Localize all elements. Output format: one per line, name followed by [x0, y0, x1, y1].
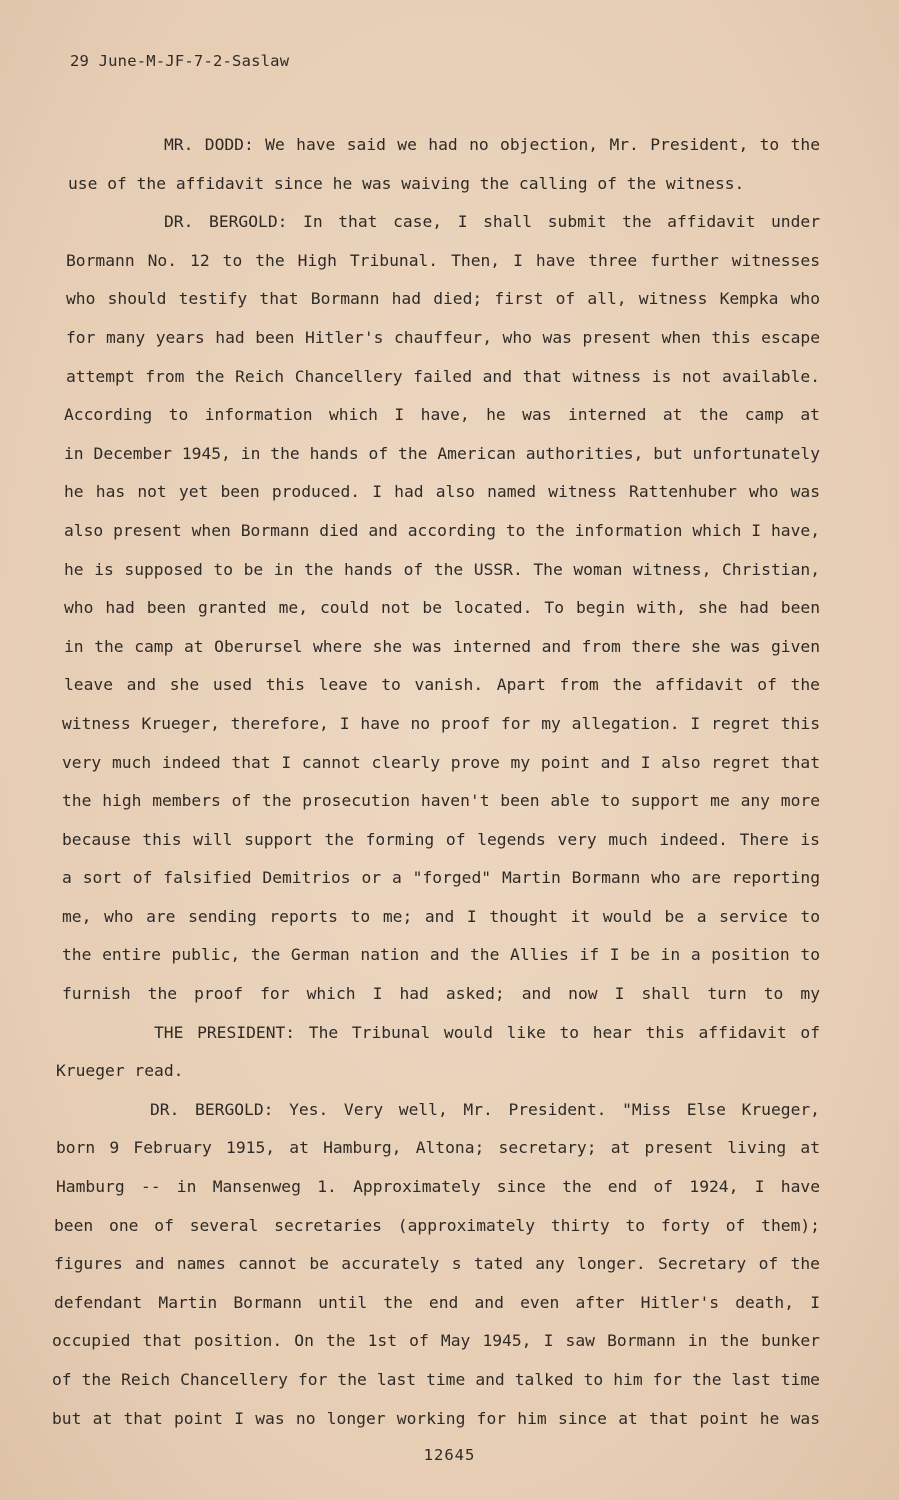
transcript-line: the entire public, the German nation and the Allies if I be in a position to — [62, 945, 820, 965]
transcript-line: who had been granted me, could not be located. To begin with, she had been — [64, 598, 820, 618]
transcript-line: Krueger read. — [56, 1061, 184, 1081]
transcript-line: also present when Bormann died and according to the information which I have, — [64, 520, 820, 540]
transcript-line: DR. BERGOLD: In that case, I shall submit the affidavit under — [164, 212, 820, 232]
transcript-line: of the Reich Chancellery for the last time and talked to him for the last time — [52, 1370, 820, 1389]
transcript-line: been one of several secretaries (approximately thirty to forty of them); — [54, 1215, 820, 1235]
transcript-line: Hamburg -- in Mansenweg 1. Approximately since the end of 1924, I have — [56, 1177, 820, 1197]
transcript-line: who should testify that Bormann had died; first of all, witness Kempka who — [66, 289, 820, 309]
transcript-line: born 9 February 1915, at Hamburg, Altona; secretary; at present living at — [56, 1138, 820, 1158]
transcript-line: occupied that position. On the 1st of May 1945, I saw Bormann in the bunker — [52, 1331, 820, 1351]
transcript-line: me, who are sending reports to me; and I thought it would be a service to — [62, 906, 820, 926]
transcript-line: THE PRESIDENT: The Tribunal would like to hear this affidavit of — [154, 1022, 820, 1042]
transcript-line: very much indeed that I cannot clearly prove my point and I also regret that — [62, 752, 820, 772]
transcript-line: attempt from the Reich Chancellery failed and that witness is not available. — [66, 366, 820, 386]
transcript-line: figures and names cannot be accurately s tated any longer. Secretary of the — [54, 1254, 820, 1274]
page-number: 12645 — [423, 1446, 476, 1464]
transcript-line: he has not yet been produced. I had also named witness Rattenhuber who was — [64, 482, 820, 502]
transcript-line: furnish the proof for which I had asked; and now I shall turn to my — [62, 984, 820, 1004]
transcript-body — [52, 126, 820, 1438]
transcript-line: According to information which I have, he was interned at the camp at — [64, 405, 820, 425]
transcript-line: in December 1945, in the hands of the American authorities, but unfortunately — [64, 443, 820, 463]
transcript-line: in the camp at Oberursel where she was interned and from there she was given — [64, 636, 820, 656]
transcript-line: use of the affidavit since he was waiving the calling of the witness. — [68, 173, 745, 193]
transcript-line: leave and she used this leave to vanish. Apart from the affidavit of the — [64, 675, 820, 695]
transcript-line: because this will support the forming of legends very much indeed. There is — [62, 829, 820, 849]
transcript-line: for many years had been Hitler's chauffeur, who was present when this escape — [66, 327, 820, 347]
transcript-line: DR. BERGOLD: Yes. Very well, Mr. President. "Miss Else Krueger, — [150, 1099, 820, 1119]
transcript-line: a sort of falsified Demitrios or a "forged" Martin Bormann who are reporting — [62, 868, 820, 888]
transcript-line: Bormann No. 12 to the High Tribunal. Then, I have three further witnesses — [66, 250, 820, 270]
page-header: 29 June-M-JF-7-2-Saslaw — [70, 52, 290, 70]
transcript-line: MR. DODD: We have said we had no objection, Mr. President, to the — [164, 135, 820, 154]
transcript-line: he is supposed to be in the hands of the USSR. The woman witness, Christian, — [64, 559, 820, 579]
transcript-line: the high members of the prosecution haven't been able to support me any more — [62, 791, 820, 811]
transcript-line: but at that point I was no longer working for him since at that point he was — [52, 1408, 820, 1428]
transcript-line: defendant Martin Bormann until the end and even after Hitler's death, I — [54, 1292, 820, 1312]
transcript-line: witness Krueger, therefore, I have no proof for my allegation. I regret this — [62, 713, 820, 733]
